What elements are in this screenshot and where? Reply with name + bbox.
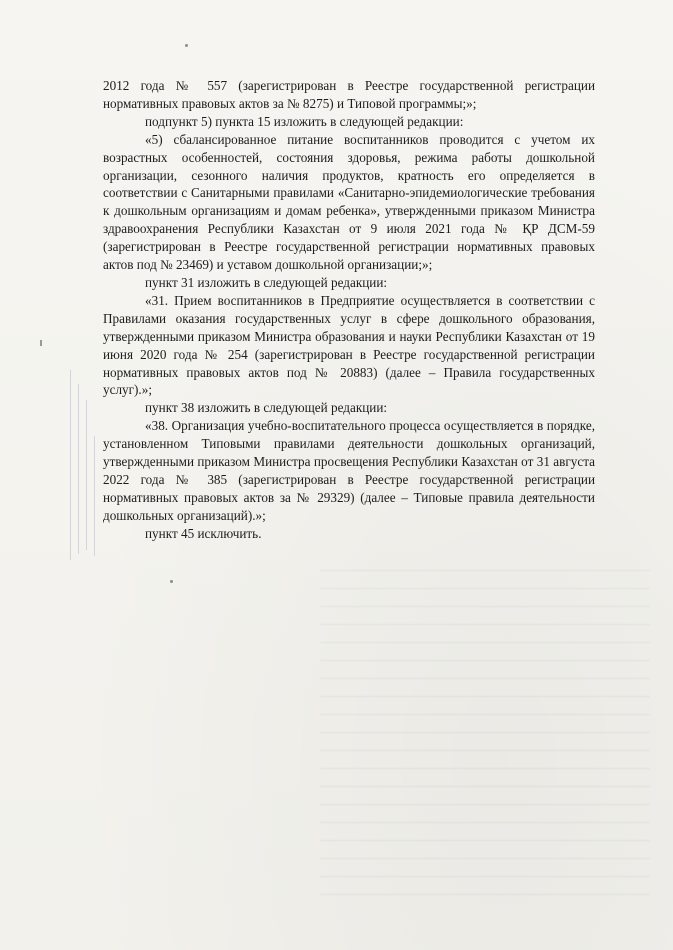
scan-speck [40,340,42,346]
paragraph: пункт 38 изложить в следующей редакции: [145,400,388,416]
show-through-text [320,570,650,900]
paragraph: «31. Прием воспитанников в Предприятие осуществляется в соответствии с Правилами оказания государственных услуг в сфере дошкольного образования, утвержденными приказом Министра образования и науки Республики Казахстан от 19 июня 2020 года № 254 (зарегистрирован в Реестре государственной регистрации нормативных правовых актов под № 20883) (далее – Правила государственных услуг).»; [103,292,595,398]
paragraph: пункт 45 исключить. [145,525,262,541]
paragraph: 2012 года № 557 (зарегистрирован в Реестре государственной регистрации нормативных правовых актов за № 8275) и Типовой программы;»; [103,78,595,111]
paragraph: «5) сбалансированное питание воспитанников проводится с учетом их возрастных особенностей, состояния здоровья, режима работы дошкольной организации, сезонного наличия продуктов, кратность его определяется в соответствии с Санитарными правилами «Санитарно-эпидемиологические требования к дошкольным организациям и домам ребенка», утвержденными приказом Министра здравоохранения Республики Казахстан от 9 июля 2021 года № ҚР ДСМ-59 (зарегистрирован в Реестре государственной регистрации нормативных правовых актов под № 23469) и уставом дошкольной организации;»; [103,131,595,273]
paragraph: подпункт 5) пункта 15 изложить в следующей редакции: [145,113,464,129]
scan-speck [185,44,188,47]
paragraph: пункт 31 изложить в следующей редакции: [145,274,388,290]
paragraph: «38. Организация учебно-воспитательного процесса осуществляется в порядке, установленном Типовыми правилами деятельности дошкольных организаций, утвержденными приказом Министра просвещения Республики Казахстан от 31 августа 2022 года № 385 (зарегистрирован в Реестре государственной регистрации нормативных правовых актов за № 29329) (далее – Типовые правила деятельности дошкольных организаций).»; [103,418,595,523]
scan-speck [170,580,173,583]
document-body [103,77,595,543]
